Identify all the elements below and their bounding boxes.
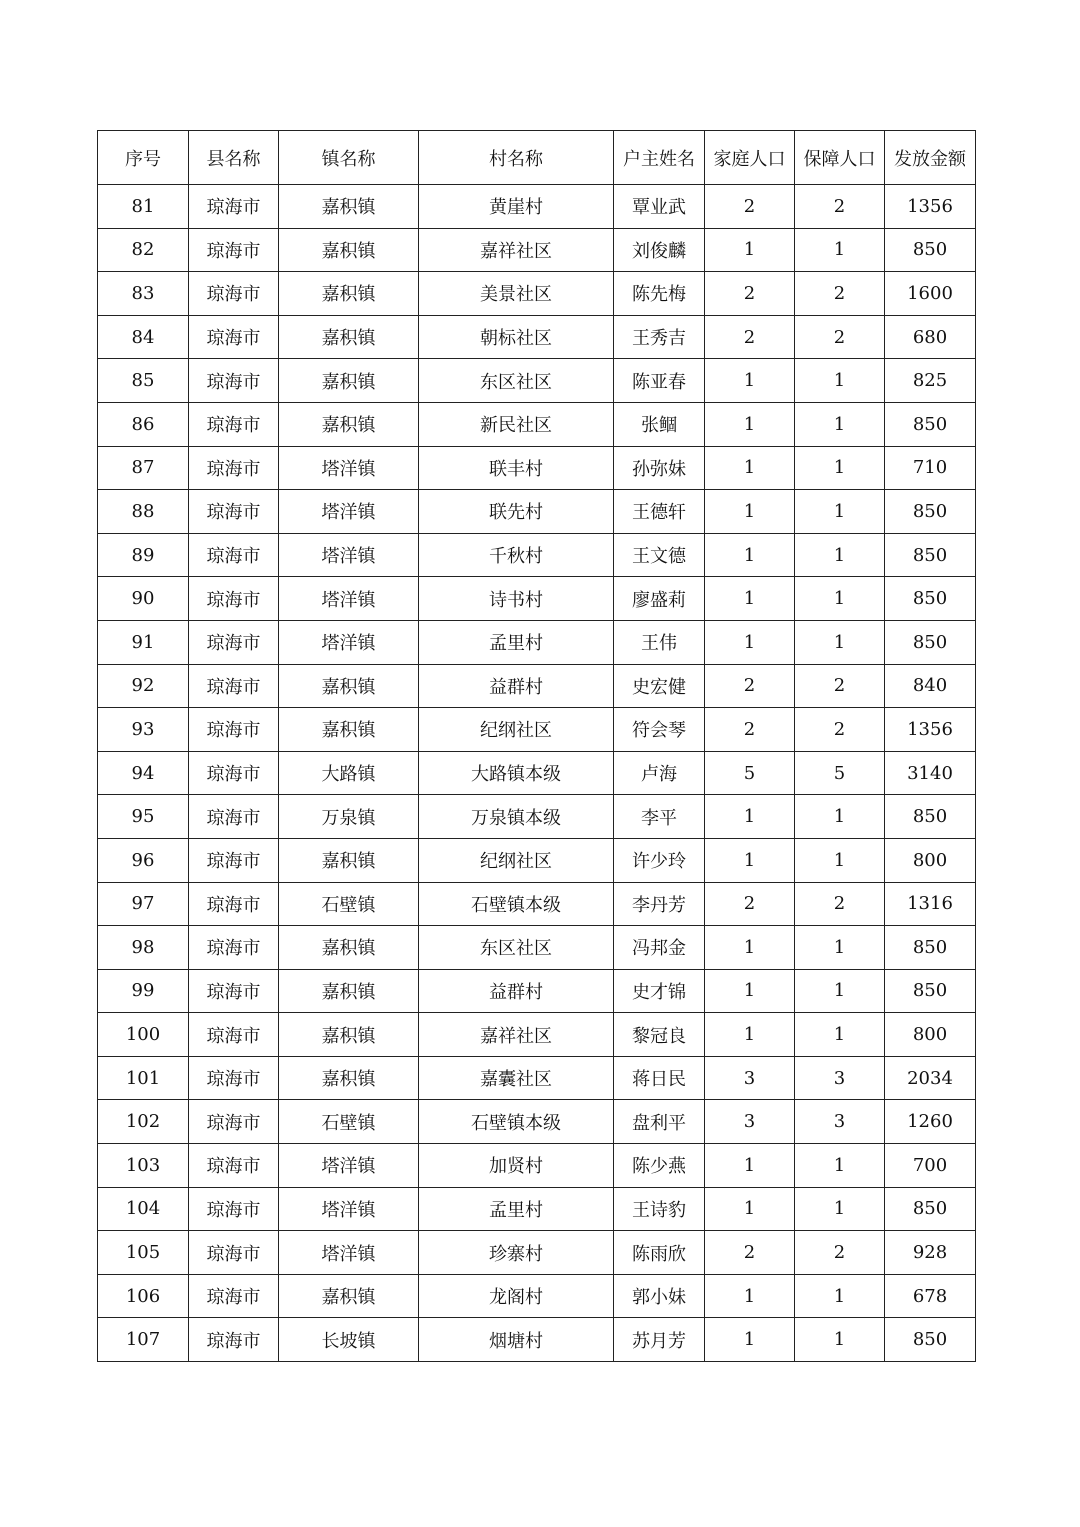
town-cell: 嘉积镇 [279,272,419,316]
county-cell: 琼海市 [189,1231,279,1275]
village-cell: 东区社区 [419,359,614,403]
table-body [98,185,976,1362]
header-village-name: 村名称 [419,131,614,185]
town-cell: 塔洋镇 [279,1144,419,1188]
town-cell: 嘉积镇 [279,838,419,882]
amount-cell: 840 [885,664,976,708]
covered-persons-cell: 1 [795,795,885,839]
village-cell: 嘉囊社区 [419,1056,614,1100]
amount-cell: 2034 [885,1056,976,1100]
amount-cell: 850 [885,969,976,1013]
household-head-cell: 蒋日民 [614,1056,705,1100]
household-head-cell: 王伟 [614,620,705,664]
family-size-cell: 2 [705,882,795,926]
family-size-cell: 1 [705,577,795,621]
county-cell: 琼海市 [189,315,279,359]
serial-number-cell: 105 [98,1231,189,1275]
village-cell: 孟里村 [419,620,614,664]
table-row [98,795,976,839]
county-cell: 琼海市 [189,228,279,272]
covered-persons-cell: 3 [795,1100,885,1144]
village-cell: 益群村 [419,664,614,708]
header-town-name: 镇名称 [279,131,419,185]
household-head-cell: 李丹芳 [614,882,705,926]
amount-cell: 850 [885,490,976,534]
town-cell: 塔洋镇 [279,620,419,664]
household-head-cell: 王文德 [614,533,705,577]
household-head-cell: 许少玲 [614,838,705,882]
county-cell: 琼海市 [189,795,279,839]
county-cell: 琼海市 [189,708,279,752]
village-cell: 诗书村 [419,577,614,621]
amount-cell: 850 [885,533,976,577]
covered-persons-cell: 1 [795,228,885,272]
serial-number-cell: 97 [98,882,189,926]
serial-number-cell: 100 [98,1013,189,1057]
household-head-cell: 卢海 [614,751,705,795]
serial-number-cell: 93 [98,708,189,752]
amount-cell: 800 [885,1013,976,1057]
amount-cell: 3140 [885,751,976,795]
county-cell: 琼海市 [189,359,279,403]
family-size-cell: 1 [705,1318,795,1362]
header-amount-paid: 发放金额 [885,131,976,185]
serial-number-cell: 88 [98,490,189,534]
county-cell: 琼海市 [189,490,279,534]
village-cell: 黄崖村 [419,185,614,229]
amount-cell: 850 [885,228,976,272]
table-row [98,1056,976,1100]
amount-cell: 825 [885,359,976,403]
family-size-cell: 2 [705,708,795,752]
village-cell: 美景社区 [419,272,614,316]
amount-cell: 850 [885,402,976,446]
amount-cell: 800 [885,838,976,882]
amount-cell: 850 [885,1318,976,1362]
serial-number-cell: 96 [98,838,189,882]
village-cell: 千秋村 [419,533,614,577]
family-size-cell: 2 [705,272,795,316]
covered-persons-cell: 2 [795,315,885,359]
village-cell: 龙阁村 [419,1274,614,1318]
covered-persons-cell: 1 [795,969,885,1013]
household-head-cell: 符会琴 [614,708,705,752]
covered-persons-cell: 1 [795,533,885,577]
village-cell: 新民社区 [419,402,614,446]
table-row [98,533,976,577]
household-head-cell: 陈亚春 [614,359,705,403]
serial-number-cell: 84 [98,315,189,359]
covered-persons-cell: 1 [795,1144,885,1188]
table-row [98,664,976,708]
table-row [98,1100,976,1144]
town-cell: 嘉积镇 [279,969,419,1013]
town-cell: 塔洋镇 [279,446,419,490]
covered-persons-cell: 2 [795,882,885,926]
covered-persons-cell: 2 [795,185,885,229]
table-row [98,446,976,490]
household-head-cell: 史才锦 [614,969,705,1013]
table-row [98,708,976,752]
county-cell: 琼海市 [189,1318,279,1362]
family-size-cell: 1 [705,795,795,839]
table-row [98,272,976,316]
family-size-cell: 1 [705,359,795,403]
serial-number-cell: 91 [98,620,189,664]
town-cell: 长坡镇 [279,1318,419,1362]
town-cell: 塔洋镇 [279,490,419,534]
village-cell: 石壁镇本级 [419,1100,614,1144]
amount-cell: 700 [885,1144,976,1188]
town-cell: 塔洋镇 [279,1187,419,1231]
serial-number-cell: 95 [98,795,189,839]
beneficiary-table-container [97,130,975,1362]
household-head-cell: 陈少燕 [614,1144,705,1188]
county-cell: 琼海市 [189,664,279,708]
covered-persons-cell: 1 [795,838,885,882]
table-row [98,1013,976,1057]
family-size-cell: 3 [705,1100,795,1144]
header-household-head: 户主姓名 [614,131,705,185]
family-size-cell: 2 [705,1231,795,1275]
amount-cell: 1356 [885,708,976,752]
header-serial-number: 序号 [98,131,189,185]
family-size-cell: 1 [705,1144,795,1188]
table-row [98,1231,976,1275]
table-row [98,926,976,970]
table-row [98,402,976,446]
covered-persons-cell: 2 [795,664,885,708]
covered-persons-cell: 1 [795,926,885,970]
town-cell: 嘉积镇 [279,926,419,970]
village-cell: 嘉祥社区 [419,228,614,272]
household-head-cell: 黎冠良 [614,1013,705,1057]
serial-number-cell: 86 [98,402,189,446]
household-head-cell: 盘利平 [614,1100,705,1144]
county-cell: 琼海市 [189,272,279,316]
county-cell: 琼海市 [189,402,279,446]
table-row [98,185,976,229]
household-head-cell: 覃业武 [614,185,705,229]
amount-cell: 850 [885,926,976,970]
family-size-cell: 1 [705,533,795,577]
county-cell: 琼海市 [189,577,279,621]
village-cell: 万泉镇本级 [419,795,614,839]
household-head-cell: 苏月芳 [614,1318,705,1362]
table-row [98,1187,976,1231]
village-cell: 纪纲社区 [419,838,614,882]
covered-persons-cell: 1 [795,1318,885,1362]
family-size-cell: 2 [705,664,795,708]
village-cell: 石壁镇本级 [419,882,614,926]
household-head-cell: 王秀吉 [614,315,705,359]
household-head-cell: 廖盛莉 [614,577,705,621]
village-cell: 联先村 [419,490,614,534]
covered-persons-cell: 1 [795,577,885,621]
village-cell: 珍寨村 [419,1231,614,1275]
household-head-cell: 郭小妹 [614,1274,705,1318]
amount-cell: 850 [885,577,976,621]
amount-cell: 1316 [885,882,976,926]
household-head-cell: 王德轩 [614,490,705,534]
town-cell: 嘉积镇 [279,402,419,446]
county-cell: 琼海市 [189,1144,279,1188]
household-head-cell: 冯邦金 [614,926,705,970]
table-row [98,882,976,926]
town-cell: 万泉镇 [279,795,419,839]
village-cell: 纪纲社区 [419,708,614,752]
amount-cell: 850 [885,620,976,664]
covered-persons-cell: 1 [795,359,885,403]
town-cell: 嘉积镇 [279,1056,419,1100]
county-cell: 琼海市 [189,1056,279,1100]
county-cell: 琼海市 [189,620,279,664]
town-cell: 石壁镇 [279,882,419,926]
table-row [98,838,976,882]
county-cell: 琼海市 [189,533,279,577]
serial-number-cell: 107 [98,1318,189,1362]
village-cell: 加贤村 [419,1144,614,1188]
county-cell: 琼海市 [189,1274,279,1318]
amount-cell: 850 [885,795,976,839]
county-cell: 琼海市 [189,1013,279,1057]
county-cell: 琼海市 [189,882,279,926]
household-head-cell: 孙弥妹 [614,446,705,490]
village-cell: 嘉祥社区 [419,1013,614,1057]
covered-persons-cell: 1 [795,620,885,664]
amount-cell: 1600 [885,272,976,316]
family-size-cell: 2 [705,185,795,229]
county-cell: 琼海市 [189,751,279,795]
amount-cell: 928 [885,1231,976,1275]
family-size-cell: 1 [705,838,795,882]
table-row [98,359,976,403]
family-size-cell: 1 [705,490,795,534]
covered-persons-cell: 1 [795,446,885,490]
town-cell: 塔洋镇 [279,577,419,621]
covered-persons-cell: 2 [795,708,885,752]
household-head-cell: 张鲴 [614,402,705,446]
serial-number-cell: 85 [98,359,189,403]
table-row [98,751,976,795]
table-row [98,1274,976,1318]
town-cell: 嘉积镇 [279,708,419,752]
header-covered-persons: 保障人口 [795,131,885,185]
family-size-cell: 1 [705,446,795,490]
village-cell: 益群村 [419,969,614,1013]
table-row [98,1318,976,1362]
serial-number-cell: 106 [98,1274,189,1318]
town-cell: 嘉积镇 [279,1274,419,1318]
serial-number-cell: 90 [98,577,189,621]
serial-number-cell: 99 [98,969,189,1013]
town-cell: 石壁镇 [279,1100,419,1144]
serial-number-cell: 82 [98,228,189,272]
table-row [98,1144,976,1188]
serial-number-cell: 101 [98,1056,189,1100]
serial-number-cell: 98 [98,926,189,970]
serial-number-cell: 94 [98,751,189,795]
covered-persons-cell: 1 [795,1274,885,1318]
covered-persons-cell: 2 [795,272,885,316]
header-county-name: 县名称 [189,131,279,185]
family-size-cell: 1 [705,969,795,1013]
family-size-cell: 1 [705,620,795,664]
village-cell: 孟里村 [419,1187,614,1231]
town-cell: 塔洋镇 [279,533,419,577]
table-row [98,969,976,1013]
covered-persons-cell: 5 [795,751,885,795]
county-cell: 琼海市 [189,926,279,970]
serial-number-cell: 89 [98,533,189,577]
household-head-cell: 王诗豹 [614,1187,705,1231]
town-cell: 嘉积镇 [279,315,419,359]
beneficiary-table [97,130,976,1362]
family-size-cell: 2 [705,315,795,359]
county-cell: 琼海市 [189,1100,279,1144]
village-cell: 联丰村 [419,446,614,490]
amount-cell: 850 [885,1187,976,1231]
covered-persons-cell: 1 [795,490,885,534]
village-cell: 朝标社区 [419,315,614,359]
village-cell: 烟塘村 [419,1318,614,1362]
family-size-cell: 3 [705,1056,795,1100]
household-head-cell: 陈先梅 [614,272,705,316]
family-size-cell: 1 [705,926,795,970]
serial-number-cell: 103 [98,1144,189,1188]
family-size-cell: 1 [705,228,795,272]
village-cell: 大路镇本级 [419,751,614,795]
town-cell: 大路镇 [279,751,419,795]
family-size-cell: 5 [705,751,795,795]
village-cell: 东区社区 [419,926,614,970]
county-cell: 琼海市 [189,969,279,1013]
covered-persons-cell: 1 [795,402,885,446]
amount-cell: 678 [885,1274,976,1318]
household-head-cell: 陈雨欣 [614,1231,705,1275]
table-row [98,228,976,272]
amount-cell: 1260 [885,1100,976,1144]
table-row [98,490,976,534]
table-header-row [98,131,976,185]
table-row [98,620,976,664]
household-head-cell: 李平 [614,795,705,839]
amount-cell: 680 [885,315,976,359]
serial-number-cell: 81 [98,185,189,229]
covered-persons-cell: 1 [795,1013,885,1057]
serial-number-cell: 83 [98,272,189,316]
table-row [98,577,976,621]
county-cell: 琼海市 [189,185,279,229]
town-cell: 塔洋镇 [279,1231,419,1275]
serial-number-cell: 104 [98,1187,189,1231]
covered-persons-cell: 1 [795,1187,885,1231]
family-size-cell: 1 [705,402,795,446]
town-cell: 嘉积镇 [279,1013,419,1057]
amount-cell: 1356 [885,185,976,229]
amount-cell: 710 [885,446,976,490]
covered-persons-cell: 2 [795,1231,885,1275]
serial-number-cell: 102 [98,1100,189,1144]
header-family-size: 家庭人口 [705,131,795,185]
family-size-cell: 1 [705,1274,795,1318]
county-cell: 琼海市 [189,1187,279,1231]
town-cell: 嘉积镇 [279,185,419,229]
town-cell: 嘉积镇 [279,359,419,403]
family-size-cell: 1 [705,1187,795,1231]
household-head-cell: 刘俊麟 [614,228,705,272]
covered-persons-cell: 3 [795,1056,885,1100]
county-cell: 琼海市 [189,446,279,490]
town-cell: 嘉积镇 [279,228,419,272]
serial-number-cell: 92 [98,664,189,708]
family-size-cell: 1 [705,1013,795,1057]
household-head-cell: 史宏健 [614,664,705,708]
serial-number-cell: 87 [98,446,189,490]
county-cell: 琼海市 [189,838,279,882]
table-row [98,315,976,359]
town-cell: 嘉积镇 [279,664,419,708]
